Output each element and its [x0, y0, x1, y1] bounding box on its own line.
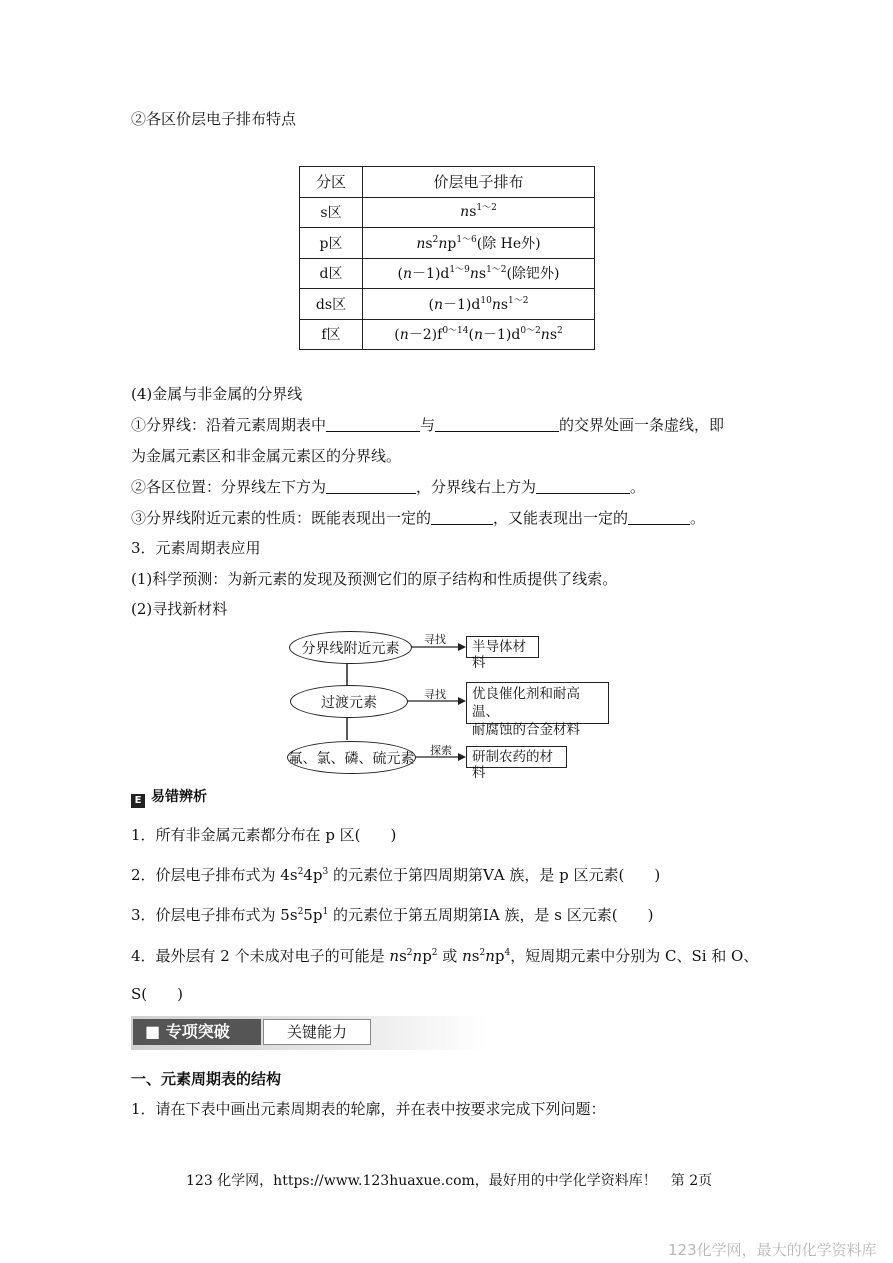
section3-sub1: (1)科学预测：为新元素的发现及预测它们的原子结构和性质提供了线索。 [131, 570, 618, 588]
text-segment: 。 [630, 478, 646, 496]
text-segment: 与 [420, 416, 436, 434]
text-segment: 。 [690, 509, 706, 527]
text-segment: ①分界线：沿着元素周期表中 [131, 416, 327, 434]
boundary-properties-item [131, 507, 705, 528]
error-analysis-title: 易错辨析 [151, 789, 207, 805]
section4-title: (4)金属与非金属的分界线 [131, 385, 303, 403]
config-cell: $(n-2)f^{0\sim 14}(n-1)d^{0\sim 2}ns^2$ [363, 319, 595, 350]
text-segment: ②各区位置：分界线左下方为 [131, 478, 327, 496]
section3-title: 3．元素周期表应用 [131, 539, 261, 557]
page-footer: 123 化学网，https://www.123huaxue.com，最好用的中学化学资料库！ 第 2页 [186, 1173, 713, 1189]
part1-title: 一、元素周期表的结构 [131, 1070, 282, 1088]
result-catalyst-alloy [466, 682, 609, 738]
table-row [300, 319, 595, 350]
zone-cell: s区 [300, 197, 363, 228]
table-header-zone: 分区 [300, 167, 363, 198]
distribution-heading: ②各区价层电子排布特点 [131, 110, 297, 128]
config-cell: $ns^2np^{1\sim 6}$(除 He外) [363, 228, 595, 259]
arrow-head [458, 643, 466, 651]
arrow-label-explore: 探索 [430, 744, 452, 757]
error-question-4-cont: S( ) [131, 985, 183, 1003]
text-segment: 的交界处画一条虚线，即 [559, 416, 725, 434]
config-cell: $ns^{1\sim 2}$ [363, 197, 595, 228]
text-segment: ，又能表现出一定的 [493, 509, 629, 527]
node-transition-elements: 过渡元素 [290, 685, 408, 718]
boundary-line-item-cont: 为金属元素区和非金属元素区的分界线。 [131, 447, 402, 465]
zone-cell: ds区 [300, 289, 363, 320]
error-analysis-heading [131, 786, 207, 808]
table-row [300, 228, 595, 259]
banner-key-ability: 关键能力 [263, 1019, 371, 1045]
answer-blank[interactable] [628, 509, 690, 525]
error-question-2: 2．价层电子排布式为 $4s^24p^3$ 的元素位于第四周期第ⅤA 族，是 p 区元素( ) [131, 866, 661, 884]
table-row [300, 197, 595, 228]
e-icon: E [131, 794, 145, 808]
banner-special-topic: ■ 专项突破 [133, 1019, 261, 1045]
section3-sub2: (2)寻找新材料 [131, 600, 228, 618]
zone-cell: d区 [300, 258, 363, 289]
answer-blank[interactable] [326, 416, 420, 432]
table-header-config: 价层电子排布 [363, 167, 595, 198]
table-row [300, 289, 595, 320]
result-semiconductor: 半导体材料 [466, 636, 539, 658]
answer-blank[interactable] [435, 416, 559, 432]
arrow-label-search: 寻找 [424, 688, 446, 701]
result-line: 优良催化剂和耐高温、 [472, 686, 580, 720]
table-row [300, 258, 595, 289]
answer-blank[interactable] [326, 478, 416, 494]
error-question-3: 3．价层电子排布式为 $5s^25p^1$ 的元素位于第五周期第ⅠA 族，是 s 区元素( ) [131, 906, 654, 924]
text-segment: ，分界线右上方为 [416, 478, 537, 496]
answer-blank[interactable] [431, 509, 493, 525]
config-cell: $(n-1)d^{1\sim 9}ns^{1\sim 2}$(除钯外) [363, 258, 595, 289]
zone-cell: p区 [300, 228, 363, 259]
result-pesticide: 研制农药的材料 [466, 746, 567, 768]
zone-cell: f区 [300, 319, 363, 350]
text-segment: ③分界线附近元素的性质：既能表现出一定的 [131, 509, 432, 527]
table-header-row [300, 167, 595, 198]
arrow-head [458, 697, 466, 705]
part1-question-1: 1．请在下表中画出元素周期表的轮廓，并在表中按要求完成下列问题： [131, 1100, 606, 1118]
region-position-item [131, 476, 645, 497]
error-question-1: 1．所有非金属元素都分布在 p 区( ) [131, 826, 397, 844]
node-halogen-elements: 氟、氯、磷、硫元素 [287, 741, 416, 774]
config-cell: $(n-1)d^{10}ns^{1\sim 2}$ [363, 289, 595, 320]
site-watermark: 123化学网，最大的化学资料库 [668, 1241, 877, 1259]
arrow-head [458, 753, 466, 761]
arrow-label-search: 寻找 [424, 633, 446, 646]
node-boundary-elements: 分界线附近元素 [289, 631, 412, 664]
answer-blank[interactable] [536, 478, 630, 494]
boundary-line-item [131, 414, 724, 435]
valence-config-table [299, 166, 595, 350]
error-question-4: 4．最外层有 2 个未成对电子的可能是 $ns^2np^2$ 或 $ns^2np^4$，短周期元素中分别为 C、Si 和 O、 [131, 947, 759, 965]
result-line: 耐腐蚀的合金材料 [472, 722, 580, 738]
